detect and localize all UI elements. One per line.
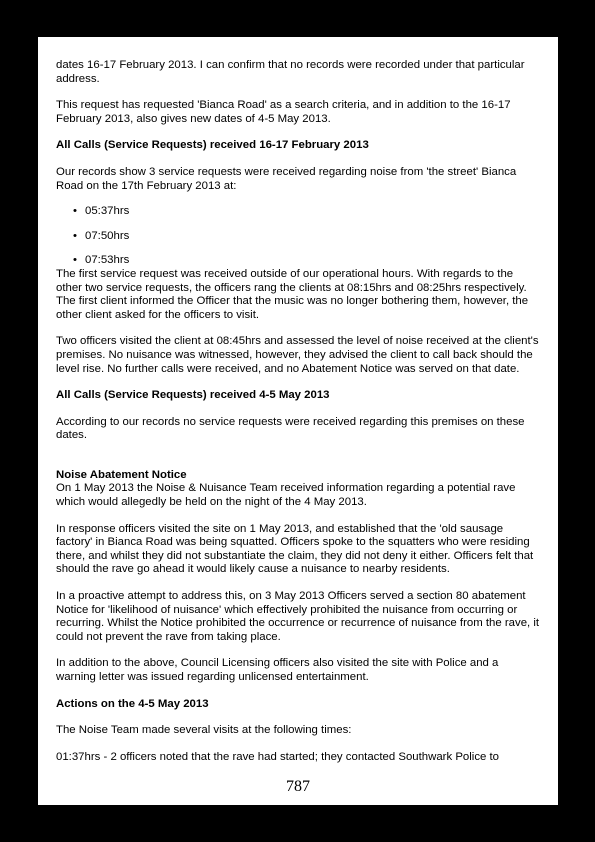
bullet-icon: • [73,205,77,218]
times-list [56,205,540,268]
heading-calls-may: All Calls (Service Requests) received 4-5 May 2013 [56,389,330,402]
paragraph-first-visit: 01:37hrs - 2 officers noted that the rave had started; they contacted Southwark Police to [56,750,500,763]
document-page [38,37,558,805]
paragraph-rave-information: On 1 May 2013 the Noise & Nuisance Team received information regarding a potential rave which would allegedly be held on the night of the 4 May 2013. [56,482,516,509]
list-item [73,229,540,244]
bullet-icon: • [73,254,77,267]
paragraph-bianca-road-request: This request has requested 'Bianca Road' as a search criteria, and in addition to the 16-17 February 2013, also gives new dates of 4-5 May 2013. [56,99,511,125]
heading-noise-abatement-notice: Noise Abatement Notice [56,468,187,481]
paragraph-abatement-notice: In a proactive attempt to address this, on 3 May 2013 Officers served a section 80 abatement Notice for 'likelihood of nuisance' which effectively prohibited the nuisance from occurring or recurring. Whilst the Notice prohibited the occurrence or recurrence of nuisance from the rave, it could not prevent the rave from taking place. [56,590,540,643]
paragraph-noise-team-visits: The Noise Team made several visits at the following times: [56,724,352,737]
time-value: 07:50hrs [85,229,130,242]
list-item [73,254,540,268]
paragraph-site-visit: In response officers visited the site on 1 May 2013, and established that the 'old sausage factory' in Bianca Road was being squatted. Officers spoke to the squatters who were residing there, and whilst they did not substantiate the claim, they did not deny it either. Officers felt that should the rave go ahead it would likely cause a nuisance to nearby residents. [56,522,534,576]
list-item [73,205,540,219]
page-content [56,59,540,764]
time-value: 07:53hrs [85,254,130,267]
time-value: 05:37hrs [85,205,130,218]
paragraph-first-request: The first service request was received outside of our operational hours. With regards to the other two service requests, the officers rang the clients at 08:15hrs and 08:25hrs respectively. The first client informed the Officer that the music was no longer bothering them, however, the other client asked for the officers to visit. [56,267,529,321]
paragraph-no-requests-may: According to our records no service requests were received regarding this premises on these dates. [56,415,525,442]
bullet-icon: • [73,229,77,242]
heading-actions-may: Actions on the 4-5 May 2013 [56,697,209,710]
paragraph-licensing-officers: In addition to the above, Council Licensing officers also visited the site with Police and a warning letter was issued regarding unlicensed entertainment. [56,657,499,683]
heading-calls-february: All Calls (Service Requests) received 16-17 February 2013 [56,139,369,152]
paragraph-records-address: dates 16-17 February 2013. I can confirm that no records were recorded under that particular address. [56,59,525,85]
paragraph-service-requests-february: Our records show 3 service requests were received regarding noise from 'the street' Bianca Road on the 17th February 2013 at: [56,165,517,192]
paragraph-officers-visit: Two officers visited the client at 08:45hrs and assessed the level of noise received at the client's premises. No nuisance was witnessed, however, they advised the client to call back should the level rise. No further calls were received, and no Abatement Notice was served on that date. [56,335,539,375]
page-number: 787 [286,778,310,795]
